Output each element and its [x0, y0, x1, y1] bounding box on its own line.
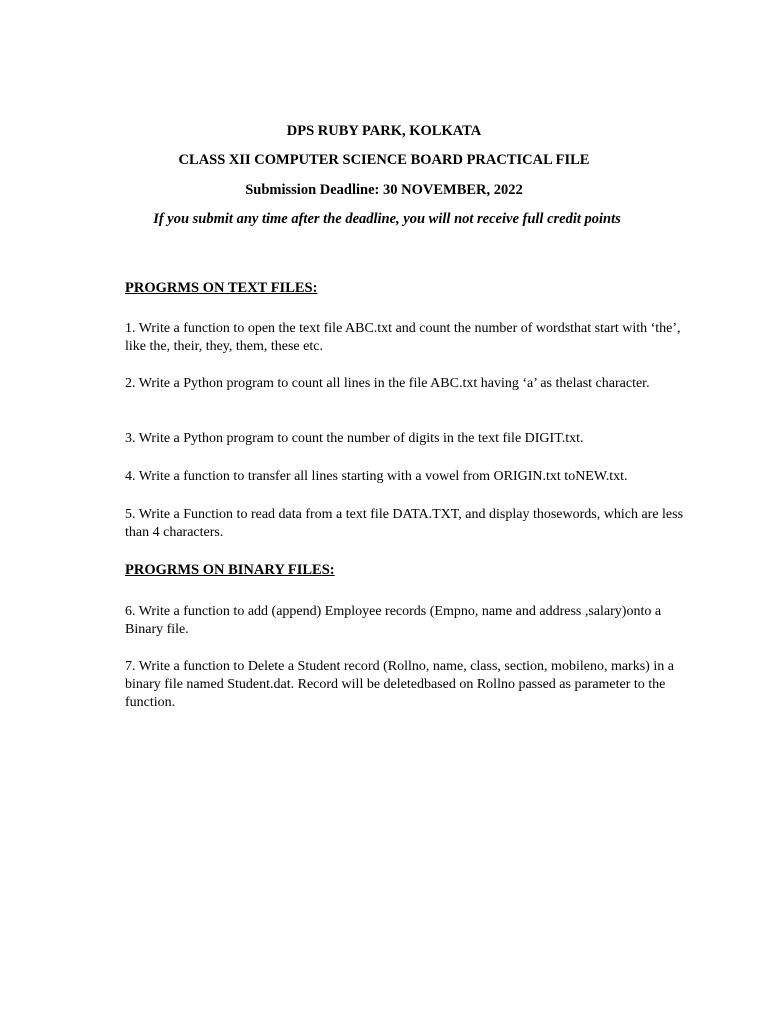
- program-item-6: 6. Write a function to add (append) Employee records (Empno, name and address ,salary)onto a Binary file.: [125, 604, 662, 637]
- program-item-1: 1. Write a function to open the text file ABC.txt and count the number of wordsthat start with ‘the’, like the, their, they, them, these etc.: [125, 321, 681, 354]
- late-submission-notice: If you submit any time after the deadline, you will not receive full credit points: [153, 211, 621, 227]
- section-heading-text-files: PROGRMS ON TEXT FILES:: [125, 280, 318, 296]
- program-item-3: 3. Write a Python program to count the number of digits in the text file DIGIT.txt.: [125, 431, 584, 446]
- program-item-7: 7. Write a function to Delete a Student record (Rollno, name, class, section, mobileno, marks) in a binary file named Student.dat. Record will be deletedbased on Rollno passed as parameter to the function.: [125, 659, 674, 710]
- section-heading-binary-files: PROGRMS ON BINARY FILES:: [125, 562, 335, 578]
- school-name: DPS RUBY PARK, KOLKATA: [286, 123, 482, 139]
- document-title: CLASS XII COMPUTER SCIENCE BOARD PRACTICAL FILE: [178, 152, 590, 168]
- program-item-4: 4. Write a function to transfer all lines starting with a vowel from ORIGIN.txt toNEW.txt.: [125, 469, 628, 484]
- program-item-2: 2. Write a Python program to count all lines in the file ABC.txt having ‘a’ as thelast character.: [125, 376, 650, 391]
- submission-deadline: Submission Deadline: 30 NOVEMBER, 2022: [245, 182, 523, 198]
- program-item-5: 5. Write a Function to read data from a text file DATA.TXT, and display thosewords, which are less than 4 characters.: [125, 507, 684, 540]
